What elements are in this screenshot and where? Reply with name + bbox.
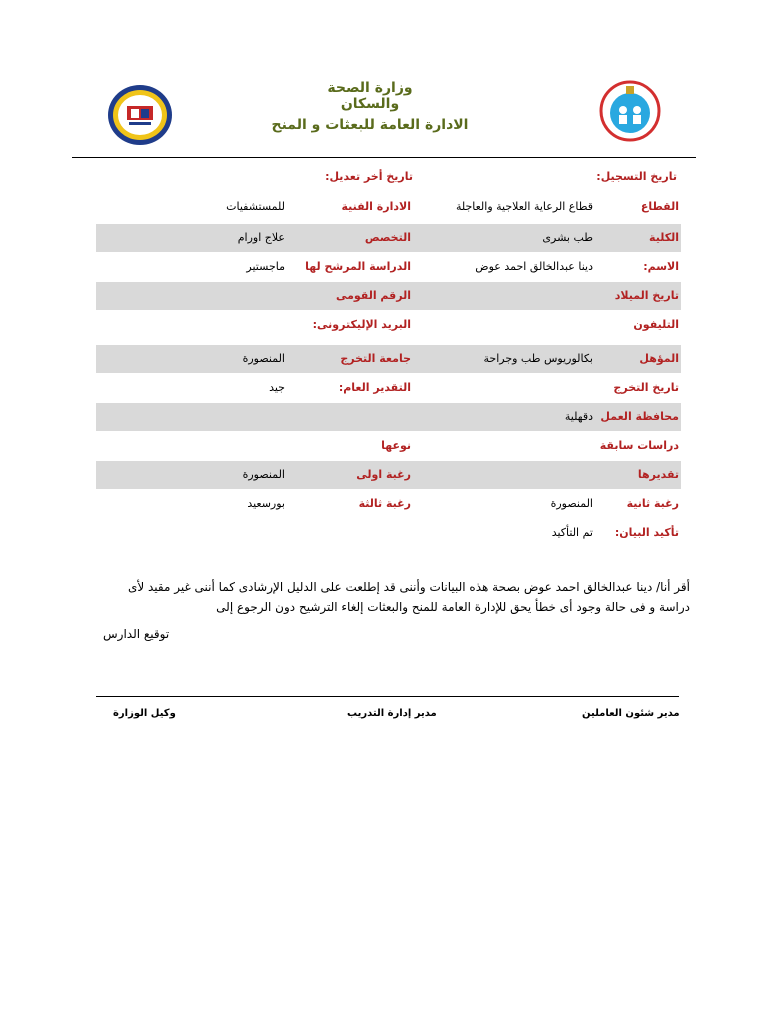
row-value-left: ماجستير	[246, 260, 285, 273]
row-label-left: نوعها	[381, 439, 411, 452]
row-value-right: طب بشرى	[542, 231, 593, 244]
form-row	[96, 461, 681, 489]
row-value-left: المنصورة	[242, 468, 285, 481]
right-ministry-logo	[597, 80, 663, 142]
form-row	[96, 311, 681, 339]
row-label-left: التقدير العام:	[338, 381, 411, 394]
row-label-right: الاسم:	[643, 260, 679, 273]
training-manager-signature: مدير إدارة التدريب	[347, 708, 437, 719]
row-label-right: رغبة ثانية	[626, 497, 679, 510]
row-label-right: تقديرها	[637, 468, 679, 481]
row-label-right: الكلية	[649, 231, 679, 244]
form-row	[96, 490, 681, 518]
signature-divider	[96, 696, 679, 697]
form-row	[96, 432, 681, 460]
row-value-right: قطاع الرعاية العلاجية والعاجلة	[455, 200, 593, 213]
form-row	[96, 253, 681, 281]
row-label-left: الادارة الفنية	[341, 200, 411, 213]
student-signature-label: توقيع الدارس	[103, 627, 170, 641]
row-value-right: بكالوريوس طب وجراحة	[483, 352, 593, 365]
row-value-right: تم التأكيد	[551, 526, 593, 539]
row-label-left: جامعة التخرج	[340, 352, 411, 365]
last-modified-label: تاريخ أخر تعديل:	[325, 170, 413, 183]
row-value-right: المنصورة	[550, 497, 593, 510]
row-label-right: تاريخ التخرج	[613, 381, 679, 394]
row-label-left: الرقم القومى	[335, 289, 411, 302]
department-title: الادارة العامة للبعثات و المنح	[271, 117, 469, 133]
row-label-left: الدراسة المرشح لها	[305, 260, 411, 273]
undersecretary-signature: وكيل الوزارة	[113, 708, 176, 719]
row-label-left: التخصص	[364, 231, 411, 244]
row-value-right: دقهلية	[564, 410, 593, 423]
row-label-right: تأكيد البيان:	[614, 526, 679, 539]
form-row	[96, 374, 681, 402]
header-divider	[72, 157, 696, 158]
row-label-left: البريد الإليكترونى:	[312, 318, 411, 331]
row-value-left: المنصورة	[242, 352, 285, 365]
personnel-manager-signature: مدير شئون العاملين	[582, 708, 680, 719]
row-value-left: جيد	[269, 381, 285, 394]
row-label-right: القطاع	[640, 200, 679, 213]
row-label-right: التليفون	[633, 318, 679, 331]
row-label-right: المؤهل	[639, 352, 679, 365]
form-row	[96, 519, 681, 547]
declaration-line-2: دراسة و فى حالة وجود أى خطأ يحق للإدارة العامة للمنح والبعثات إلغاء الترشيح دون الرجوع إلى	[216, 600, 690, 614]
ministry-title: وزارة الصحة والسكان	[327, 80, 413, 112]
form-row	[96, 193, 681, 221]
row-label-left: رغبة ثالثة	[358, 497, 411, 510]
form-row	[96, 224, 681, 252]
left-seal-logo	[107, 84, 173, 146]
registration-date-label: تاريخ التسجيل:	[596, 170, 677, 183]
form-row	[96, 403, 681, 431]
row-label-right: دراسات سابقة	[599, 439, 679, 452]
form-row	[96, 345, 681, 373]
row-value-left: علاج اورام	[237, 231, 285, 244]
row-label-right: تاريخ الميلاد	[614, 289, 679, 302]
row-label-right: محافظة العمل	[600, 410, 679, 423]
row-label-left: رغبة اولى	[356, 468, 411, 481]
row-value-right: دينا عبدالخالق احمد عوض	[475, 260, 593, 273]
form-row	[96, 282, 681, 310]
declaration-line-1: أقر أنا/ دينا عبدالخالق احمد عوض بصحة هذه البيانات وأننى قد إطلعت على الدليل الإرشادى كما أننى غير مقيد لأى	[127, 580, 690, 594]
row-value-left: بورسعيد	[247, 497, 285, 510]
row-value-left: للمستشفيات	[226, 200, 285, 213]
